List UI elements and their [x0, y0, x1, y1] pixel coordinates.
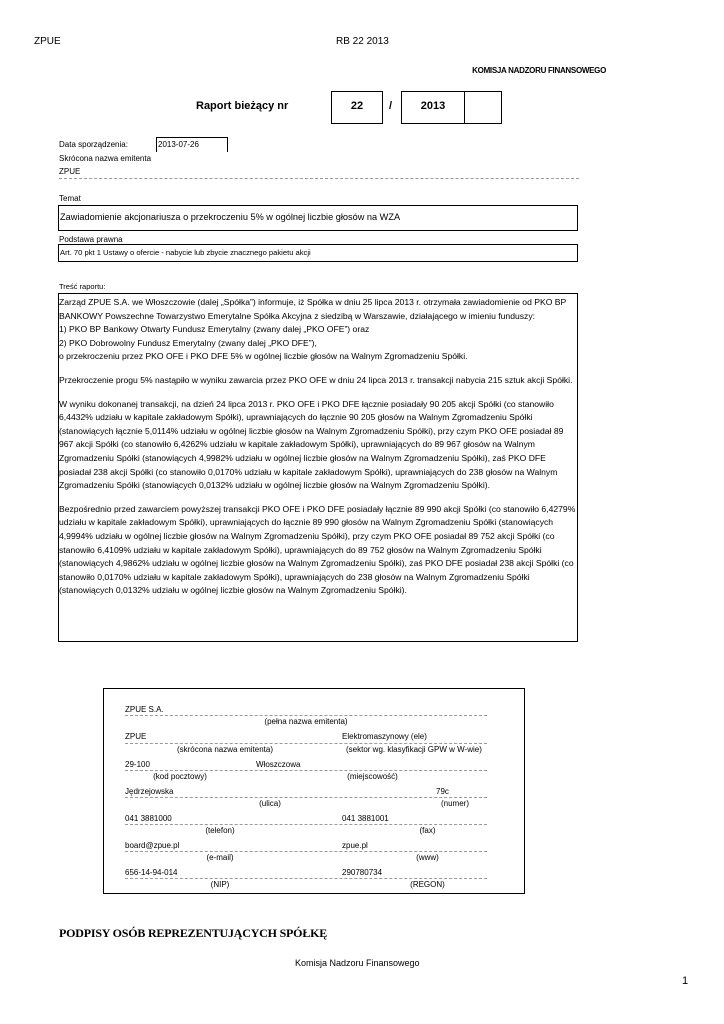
- issuer-nip: 656-14-94-014: [125, 868, 178, 877]
- issuer-number-label: (numer): [440, 799, 469, 808]
- issuer-nip-label: (NIP): [210, 880, 230, 889]
- issuer-number: 79c: [436, 787, 449, 796]
- issuer-short-name: ZPUE: [125, 732, 147, 741]
- issuer-www: zpue.pl: [342, 841, 368, 850]
- issuer-phone-label: (telefon): [205, 826, 235, 835]
- issuer-divider: [125, 878, 487, 879]
- issuer-postal-code: 29-100: [125, 760, 150, 769]
- date-value: 2013-07-26: [158, 140, 199, 149]
- issuer-sector: Elektromaszynowy (ele): [342, 732, 427, 741]
- header-center: RB 22 2013: [336, 36, 389, 47]
- content-paragraph-1: Zarząd ZPUE S.A. we Włoszczowie (dalej „Spółka”) informuje, iż Spółka w dniu 25 lipca 2013 r. otrzymała zawiadomienie od PKO BP BANKOWY Powszechne Towarzystwo Emerytalne Spółka Akcyjna z siedzibą w Warszawie, działającego w imieniu funduszy: 1) PKO BP Bankowy Otwarty Fundusz Emerytalny (zwany dalej „PKO OFE”) oraz 2) PKO Dobrowolny Fundusz Emerytalny (zwany dalej „PKO DFE”), o przekroczeniu przez PKO OFE i PKO DFE 5% w ogólnej liczbie głosów na Walnym Zgromadzeniu Spółki.: [59, 297, 567, 362]
- issuer-full-name: ZPUE S.A.: [125, 705, 164, 714]
- issuer-street-label: (ulica): [259, 799, 281, 808]
- issuer-email: board@zpue.pl: [125, 841, 180, 850]
- issuer-fax: 041 3881001: [342, 814, 389, 823]
- short-name-value: ZPUE: [59, 167, 81, 176]
- subject-value: Zawiadomienie akcjonariusza o przekroczeniu 5% w ogólnej liczbie głosów na WZA: [60, 212, 401, 222]
- content-paragraph-3: W wyniku dokonanej transakcji, na dzień 24 lipca 2013 r. PKO OFE i PKO DFE łącznie posiadały 90 205 akcji Spółki (co stanowiło 6,4432% udziału w kapitale zakładowym Spółki), uprawniających do łącznie 90 205 głosów na Walnym Zgromadzeniu Spółki (stanowiących łącznie 5,0114% udziału w ogólnej liczbie głosów na Walnym Zgromadzeniu Spółki), przy czym PKO OFE posiadał 89 967 akcji Spółki (co stanowiło 6,4262% udziału w kapitale zakładowym Spółki), uprawniających do 89 967 głosów na Walnym Zgromadzeniu Spółki (stanowiących 4,9982% udziału w ogólnej liczbie głosów na Walnym Zgromadzeniu Spółki), zaś PKO DFE posiadał 238 akcji Spółki (co stanowiło 0,0170% udziału w kapitale zakładowym Spółki), uprawniających do 238 głosów na Walnym Zgromadzeniu Spółki (stanowiących 0,0132% udziału w ogólnej liczbie głosów na Walnym Zgromadzeniu Spółki).: [59, 398, 564, 491]
- issuer-divider: [125, 743, 487, 744]
- content-label: Treść raportu:: [59, 282, 106, 291]
- meta-divider: [59, 178, 579, 179]
- issuer-street: Jędrzejowska: [125, 787, 174, 796]
- legal-basis-label: Podstawa prawna: [59, 235, 123, 244]
- issuer-divider: [125, 824, 487, 825]
- issuer-divider: [125, 851, 487, 852]
- subject-label: Temat: [59, 194, 81, 203]
- short-name-label: Skrócona nazwa emitenta: [59, 154, 152, 163]
- issuer-email-label: (e-mail): [206, 853, 234, 862]
- report-no-label: Raport bieżący nr: [196, 100, 289, 112]
- issuer-regon: 290780734: [342, 868, 383, 877]
- issuer-city-label: (miejscowość): [347, 772, 398, 781]
- issuer-city: Włoszczowa: [256, 760, 301, 769]
- footer-center: Komisja Nadzoru Finansowego: [295, 958, 420, 968]
- issuer-divider: [125, 770, 487, 771]
- issuer-www-label: (www): [416, 853, 439, 862]
- issuer-regon-label: (REGON): [410, 880, 445, 889]
- issuer-divider: [125, 715, 487, 716]
- report-number: 22: [350, 100, 364, 112]
- report-extra-box: [464, 91, 502, 124]
- issuer-divider: [125, 797, 487, 798]
- issuer-full-name-label: (pełna nazwa emitenta): [264, 717, 348, 726]
- signatures-heading: PODPISY OSÓB REPREZENTUJĄCYCH SPÓŁKĘ: [59, 926, 328, 940]
- issuer-sector-label: (sektor wg. klasyfikacji GPW w W-wie): [346, 745, 482, 754]
- content-paragraph-2: Przekroczenie progu 5% nastąpiło w wyniku zawarcia przez PKO OFE w dniu 24 lipca 2013 r. transakcji nabycia 215 sztuk akcji Spółki.: [59, 374, 573, 385]
- issuer-phone: 041 3881000: [125, 814, 172, 823]
- issuer-postal-code-label: (kod pocztowy): [153, 772, 207, 781]
- legal-basis-value: Art. 70 pkt 1 Ustawy o ofercie - nabycie lub zbycie znacznego pakietu akcji: [60, 248, 311, 257]
- content-paragraph-4: Bezpośrednio przed zawarciem powyższej transakcji PKO OFE i PKO DFE posiadały łącznie 89 990 akcji Spółki (co stanowiło 6,4279% udziału w kapitale zakładowym Spółki), uprawniających do łącznie 89 990 głosów na Walnym Zgromadzeniu Spółki (stanowiących 4,9994% udziału w ogólnej liczbie głosów na Walnym Zgromadzeniu Spółki), przy czym PKO OFE posiadał 89 752 akcji Spółki (co stanowiło 6,4109% udziału w kapitale zakładowym Spółki), uprawniających do 89 752 głosów na Walnym Zgromadzeniu Spółki (stanowiących 4,9862% udziału w ogólnej liczbie głosów na Walnym Zgromadzeniu Spółki), zaś PKO DFE posiadał 238 akcji Spółki (co stanowiło 0,0170% udziału w kapitale zakładowym Spółki), uprawniających do 238 głosów na Walnym Zgromadzeniu Spółki (stanowiących 0,0132% udziału w ogólnej liczbie głosów na Walnym Zgromadzeniu Spółki).: [59, 503, 576, 596]
- commission-title: KOMISJA NADZORU FINANSOWEGO: [472, 66, 606, 75]
- page-number: 1: [682, 975, 689, 987]
- header-left: ZPUE: [34, 36, 61, 47]
- report-year: 2013: [420, 100, 446, 112]
- report-slash: /: [389, 100, 393, 112]
- issuer-short-name-label: (skrócona nazwa emitenta): [176, 745, 274, 754]
- date-label: Data sporządzenia:: [59, 140, 128, 149]
- issuer-fax-label: (fax): [419, 826, 436, 835]
- content-body: [59, 296, 577, 608]
